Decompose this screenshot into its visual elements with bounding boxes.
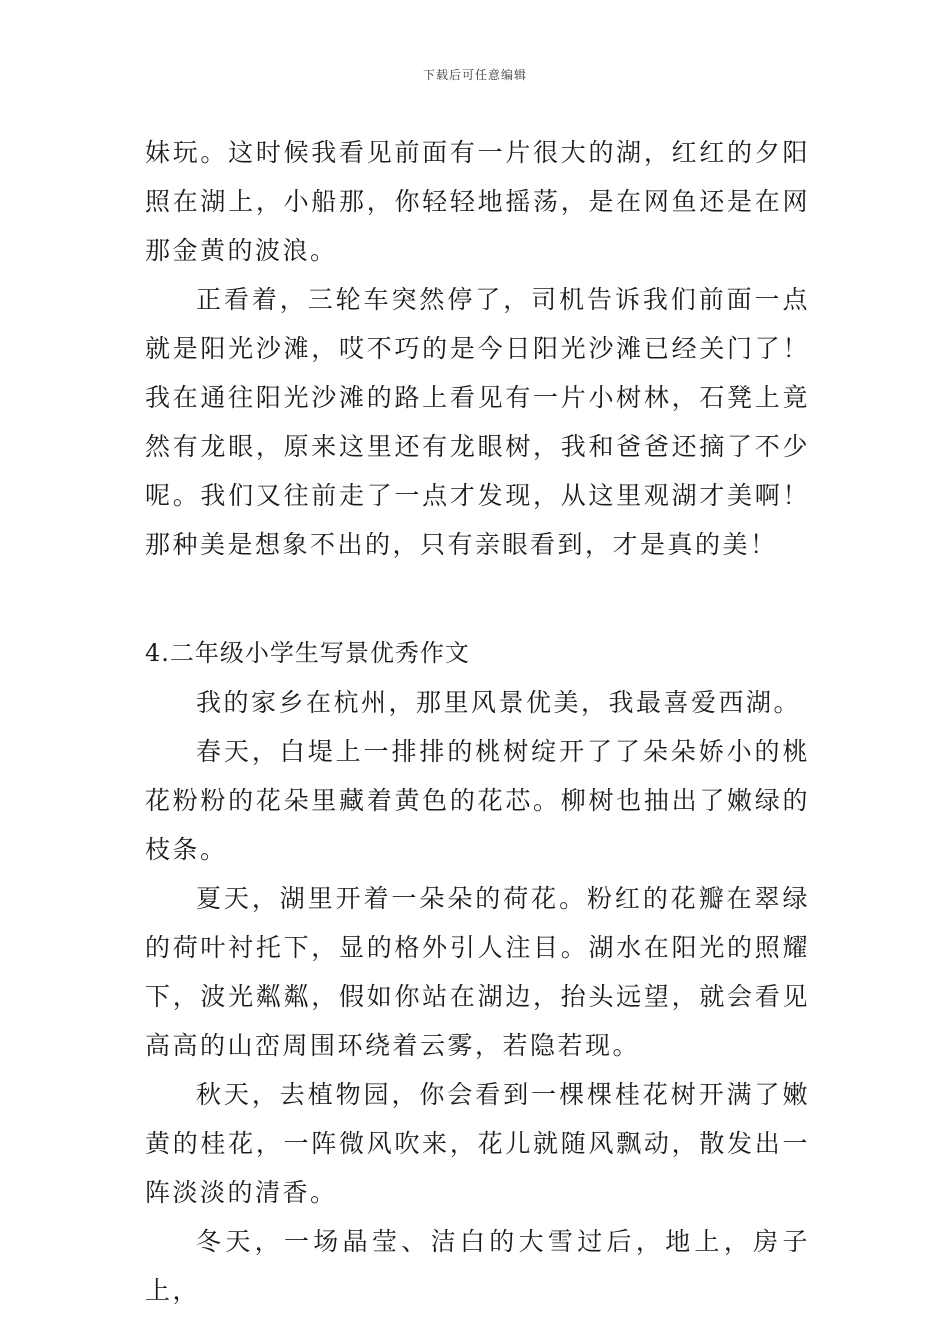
document-body [145, 128, 810, 1315]
paragraph-autumn: 秋天，去植物园，你会看到一棵棵桂花树开满了嫩黄的桂花，一阵微风吹来，花儿就随风飘动，散发出一阵淡淡的清香。 [145, 1080, 810, 1207]
paragraph-spring: 春天，白堤上一排排的桃树绽开了了朵朵娇小的桃花粉粉的花朵里藏着黄色的花芯。柳树也抽出了嫩绿的枝条。 [145, 737, 810, 864]
paragraph-winter: 冬天，一场晶莹、洁白的大雪过后，地上，房子上， [145, 1227, 810, 1305]
paragraph-beach: 正看着，三轮车突然停了，司机告诉我们前面一点就是阳光沙滩，哎不巧的是今日阳光沙滩已经关门了！我在通往阳光沙滩的路上看见有一片小树林，石凳上竟然有龙眼，原来这里还有龙眼树，我和爸爸还摘了不少呢。我们又往前走了一点才发现，从这里观湖才美啊！那种美是想象不出的，只有亲眼看到，才是真的美！ [145, 285, 810, 559]
section-heading: 4.二年级小学生写景优秀作文 [145, 639, 470, 667]
page-header: 下载后可任意编辑 [422, 68, 527, 82]
paragraph-intro: 我的家乡在杭州，那里风景优美，我最喜爱西湖。 [196, 688, 802, 717]
section-gap [145, 569, 810, 629]
paragraph-continuation: 妹玩。这时候我看见前面有一片很大的湖，红红的夕阳照在湖上，小船那，你轻轻地摇荡，是在网鱼还是在网那金黄的波浪。 [145, 138, 810, 265]
paragraph-summer: 夏天，湖里开着一朵朵的荷花。粉红的花瓣在翠绿的荷叶衬托下，显的格外引人注目。湖水在阳光的照耀下，波光粼粼，假如你站在湖边，抬头远望，就会看见高高的山峦周围环绕着云雾，若隐若现。 [145, 884, 810, 1060]
